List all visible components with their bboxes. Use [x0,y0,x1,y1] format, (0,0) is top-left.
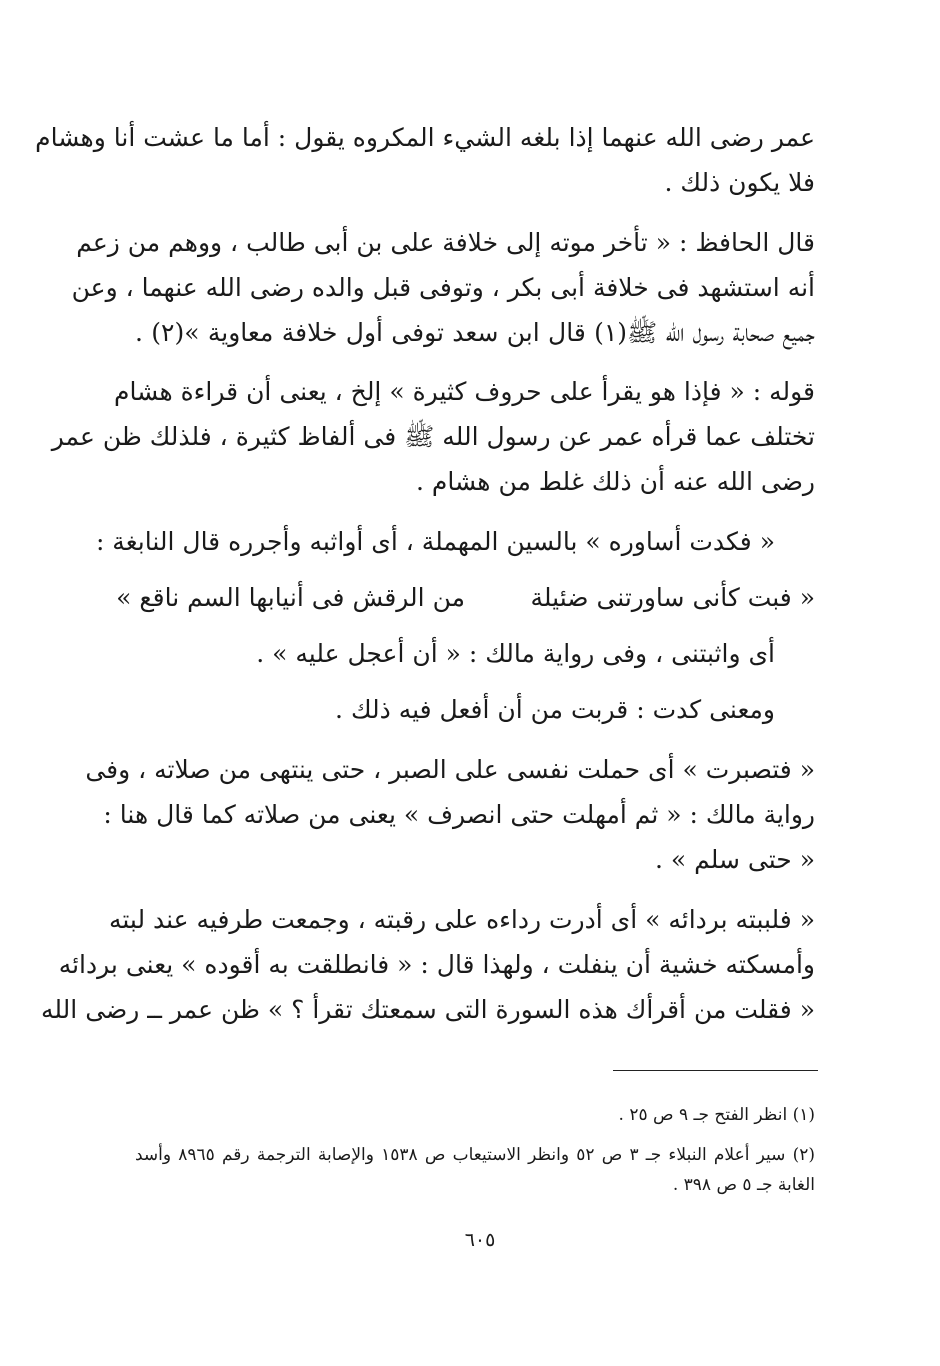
paragraph-2-line-1: قال الحافظ : « تأخر موته إلى خلافة على بن أبى طالب ، ووهم من زعم [76,228,815,257]
paragraph-2-line-3: جميع صحابة رسول الله ﷺ(١) قال ابن سعد توفى أول خلافة معاوية »(٢) . [135,318,815,347]
paragraph-5-line-3: « حتى سلم » . [654,845,815,874]
paragraph-6-line-3: « فقلت من أقرأك هذه السورة التى سمعتك تقرأ ؟ » ظن عمر ــ رضى الله [41,995,815,1024]
paragraph-3-line-3: رضى الله عنه أن ذلك غلط من هشام . [416,467,815,496]
paragraph-4-line-4: ومعنى كدت : قربت من أن أفعل فيه ذلك . [335,695,775,724]
paragraph-6-line-2: وأمسكته خشية أن ينفلت ، ولهذا قال : « فانطلقت به أقوده » يعنى بردائه [58,950,815,979]
verse-first-half: « فبت كأنى ساورتنى ضئيلة [530,583,815,612]
paragraph-3-line-2: تختلف عما قرأه عمر عن رسول الله ﷺ فى ألفاظ كثيرة ، فلذلك ظن عمر [51,422,815,451]
footnote-separator [613,1070,818,1071]
paragraph-4-line-3: أى واثبتنى ، وفى رواية مالك : « أن أعجل عليه » . [256,639,775,668]
paragraph-3-line-1: قوله : « فإذا هو يقرأ على حروف كثيرة » إلخ ، يعنى أن قراءة هشام [114,377,815,406]
footnote-2-line-2: الغابة جـ ٥ ص ٣٩٨ . [672,1175,815,1195]
page-number: ٦٠٥ [464,1229,496,1251]
verse-second-half: من الرقش فى أنيابها السم ناقع » [116,583,465,612]
paragraph-1-line-1: عمر رضى الله عنهما إذا بلغه الشيء المكروه يقول : أما ما عشت أنا وهشام [35,123,815,152]
paragraph-4-line-1: « فكدت أساوره » بالسين المهملة ، أى أواثبه وأجرره قال النابغة : [95,527,775,556]
footnote-2-line-1: (٢) سير أعلام النبلاء جـ ٣ ص ٥٢ وانظر الاستيعاب ص ١٥٣٨ والإصابة الترجمة رقم ٨٩٦٥ وأسد [135,1145,815,1165]
footnote-1: (١) انظر الفتح جـ ٩ ص ٢٥ . [618,1105,815,1125]
paragraph-5-line-2: رواية مالك : « ثم أمهلت حتى انصرف » يعنى من صلاته كما قال هنا : [103,800,815,829]
paragraph-5-line-1: « فتصبرت » أى حملت نفسى على الصبر ، حتى ينتهى من صلاته ، وفى [85,755,815,784]
paragraph-1-line-2: فلا يكون ذلك . [664,168,815,197]
paragraph-6-line-1: « فلببته بردائه » أى أدرت رداءه على رقبته ، وجمعت طرفيه عند لبته [108,905,815,934]
paragraph-2-line-2: أنه استشهد فى خلافة أبى بكر ، وتوفى قبل والده رضى الله عنهما ، وعن [71,273,815,302]
